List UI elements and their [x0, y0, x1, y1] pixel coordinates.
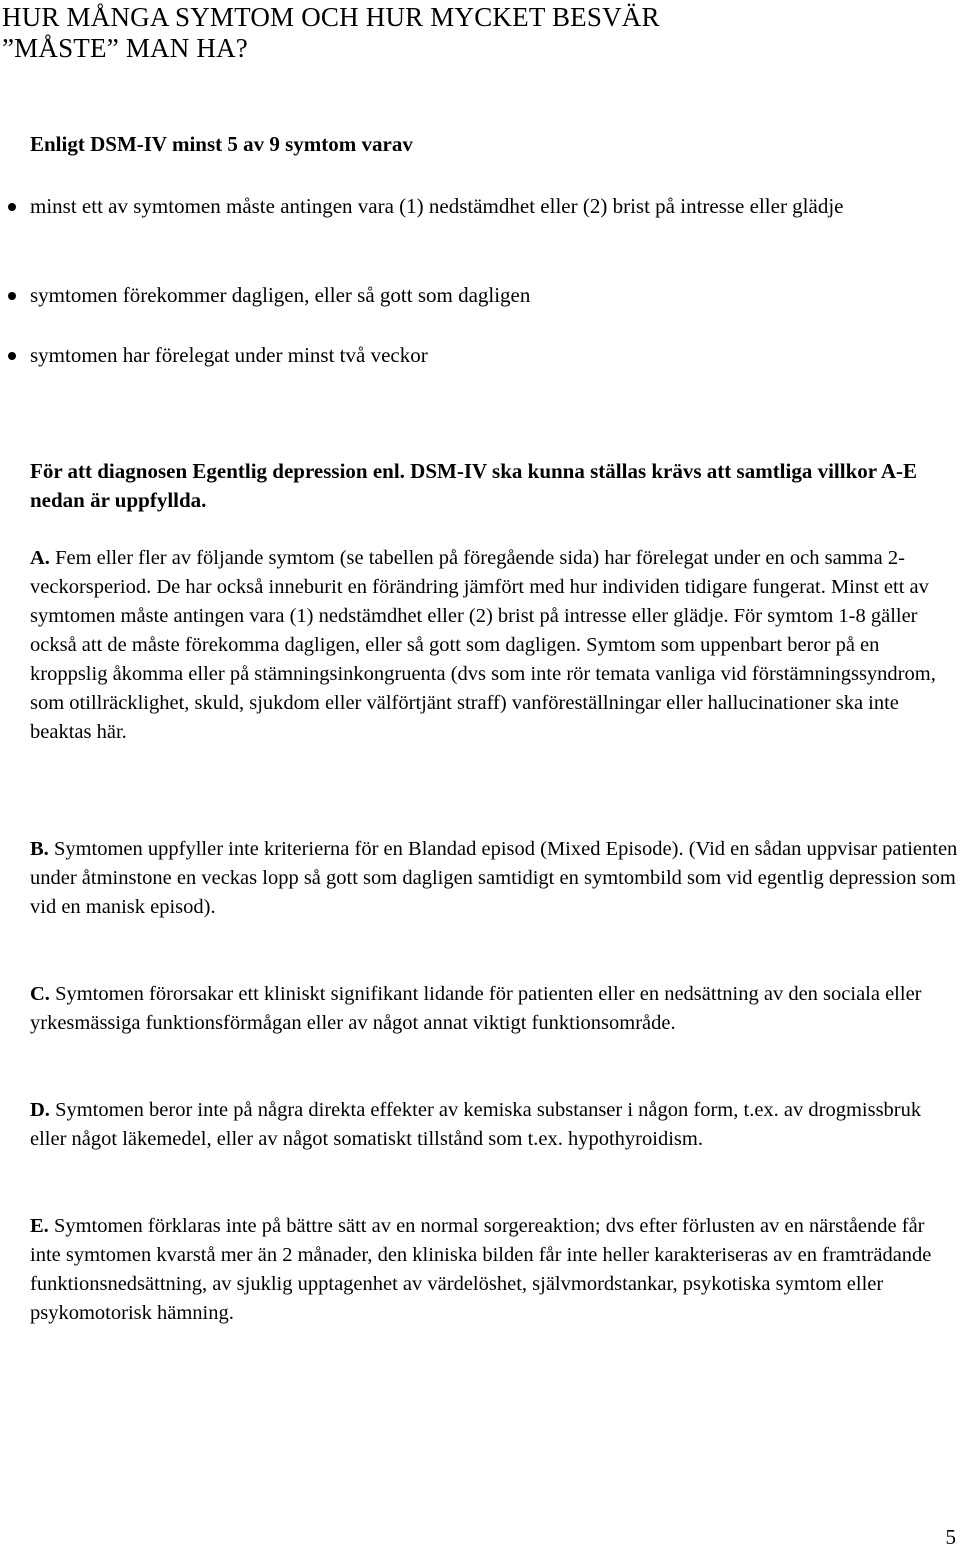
symptom-bullet-2 [2, 281, 952, 310]
criterion-b-letter: B. [30, 838, 49, 860]
page-title-line-1: HUR MÅNGA SYMTOM OCH HUR MYCKET BESVÄR [2, 2, 660, 32]
criterion-b-text: Symtomen uppfyller inte kriterierna för en Blandad episod (Mixed Episode). (Vid en sådan uppvisar patienten under åtminstone en veckas lopp så gott som dagligen samtidigt en symtombild som vid egentlig depression som vid en manisk episod). [30, 838, 958, 918]
criterion-d-text: Symtomen beror inte på några direkta effekter av kemiska substanser i någon form, t.ex. av drogmissbruk eller något läkemedel, eller av något somatiskt tillstånd som t.ex. hypothyroidism. [30, 1099, 922, 1150]
intro-heading: Enligt DSM-IV minst 5 av 9 symtom varav [30, 132, 413, 156]
criterion-b [30, 835, 960, 922]
page-title-line-2: ”MÅSTE” MAN HA? [2, 33, 248, 63]
page-title [2, 2, 942, 64]
criterion-a [30, 544, 960, 747]
criterion-c-text: Symtomen förorsakar ett kliniskt signifikant lidande för patienten eller en nedsättning av den sociala eller yrkesmässiga funktionsförmågan eller av något annat viktigt funktionsområde. [30, 983, 922, 1034]
symptom-bullet-2-text: symtomen förekommer dagligen, eller så gott som dagligen [30, 283, 531, 307]
criterion-e-letter: E. [30, 1215, 49, 1237]
criterion-c [30, 980, 960, 1038]
bullet-dot-icon [8, 292, 16, 300]
bullet-dot-icon [8, 352, 16, 360]
criterion-a-letter: A. [30, 547, 50, 569]
criterion-a-text: Fem eller fler av följande symtom (se tabellen på föregående sida) har förelegat under en och samma 2-veckorsperiod. De har också inneburit en förändring jämfört med hur individen tidigare fungerat. Minst ett av symtomen måste antingen vara (1) nedstämdhet eller (2) brist på intresse eller glädje. För symtom 1-8 gäller också att de måste förekomma dagligen, eller så gott som dagligen. Symtom som uppenbart beror på en kroppslig åkomma eller på stämningsinkongruenta (dvs som inte rör temata vanliga vid förstämningssyndrom, som otillräcklighet, skuld, sjukdom eller välförtjänt straff) vanföreställningar eller hallucinationer ska inte beaktas här. [30, 547, 936, 743]
bullet-dot-icon [8, 203, 16, 211]
symptom-bullet-3-text: symtomen har förelegat under minst två veckor [30, 343, 428, 367]
criterion-e [30, 1212, 960, 1328]
criterion-c-letter: C. [30, 983, 50, 1005]
criteria-intro: För att diagnosen Egentlig depression enl. DSM-IV ska kunna ställas krävs att samtliga villkor A-E nedan är uppfyllda. [30, 459, 917, 512]
symptom-bullet-1 [2, 192, 952, 221]
page-number: 5 [945, 1525, 956, 1549]
symptom-bullet-3 [2, 341, 952, 370]
criterion-d-letter: D. [30, 1099, 50, 1121]
criterion-e-text: Symtomen förklaras inte på bättre sätt av en normal sorgereaktion; dvs efter förlusten av en närstående får inte symtomen kvarstå mer än 2 månader, den kliniska bilden får inte heller karakteriseras av en framträdande funktionsnedsättning, av sjuklig upptagenhet av värdelöshet, självmordstankar, psykotiska symtom eller psykomotorisk hämning. [30, 1215, 932, 1324]
symptom-bullet-1-text: minst ett av symtomen måste antingen vara (1) nedstämdhet eller (2) brist på intresse eller glädje [30, 194, 844, 218]
criterion-d [30, 1096, 960, 1154]
